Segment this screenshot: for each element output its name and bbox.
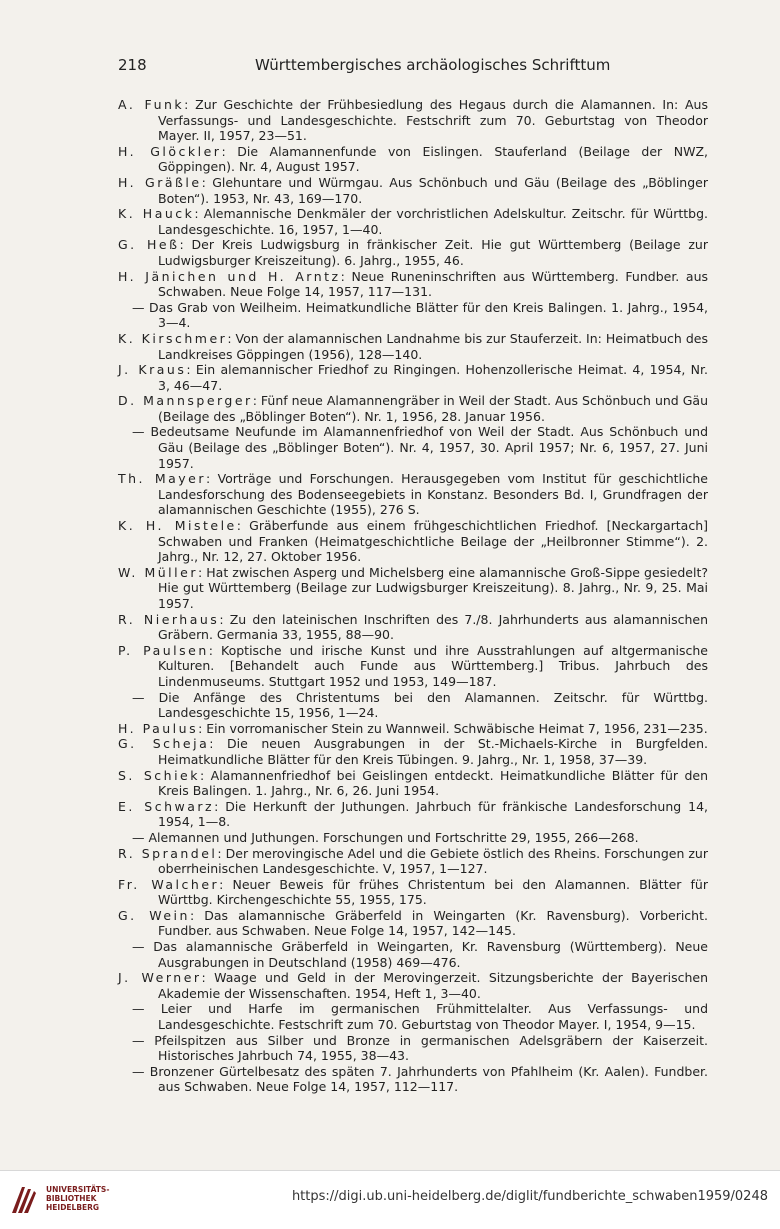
entry-author: J. Werner — [118, 970, 202, 986]
bibliography-entry — [118, 206, 708, 237]
bibliography-list — [118, 97, 708, 1095]
library-logo-text — [46, 1185, 109, 1212]
source-url[interactable]: https://digi.ub.uni-heidelberg.de/diglit/fundberichte_schwaben1959/0248 — [291, 1189, 768, 1204]
entry-text: Koptische und irische Kunst und ihre Ausstrahlungen auf altgermanische Kulturen. [Behandelt auch Funde aus Württemberg.] Tribus. Jahrbuch des Lindenmuseums. Stuttgart 1952 und 1953, 149—187. — [158, 642, 708, 689]
entry-text: — Das alamannische Gräberfeld in Weingarten, Kr. Ravensburg (Württemberg). Neue Ausgrabungen in Deutschland (1958) 469—476. — [132, 939, 708, 970]
entry-separator: : — [208, 642, 222, 658]
entry-separator: : — [186, 362, 196, 378]
bibliography-entry — [118, 736, 708, 767]
bibliography-entry — [118, 877, 708, 908]
entry-author: S. Schiek — [118, 767, 200, 783]
entry-author: H. Jänichen und H. Arntz — [118, 268, 341, 284]
library-seal-icon — [8, 1183, 38, 1217]
entry-author: H. Glöckler — [118, 143, 222, 159]
library-logo[interactable] — [8, 1183, 148, 1223]
entry-author: Th. Mayer — [118, 471, 207, 487]
entry-separator: : — [340, 268, 352, 284]
entry-author: G. Scheja — [118, 736, 210, 752]
page-header — [118, 56, 708, 80]
bibliography-entry — [118, 1033, 708, 1064]
entry-author: E. Schwarz — [118, 798, 215, 814]
bibliography-entry — [118, 970, 708, 1001]
entry-text: Waage und Geld in der Merovingerzeit. Sitzungsberichte der Bayerischen Akademie der Wissenschaften. 1954, Heft 1, 3—40. — [158, 970, 709, 1001]
entry-text: Die Herkunft der Juthungen. Jahrbuch für fränkische Landesforschung 14, 1954, 1—8. — [158, 798, 708, 830]
entry-author: P. Paulsen — [118, 642, 209, 658]
footer-bar — [0, 1170, 780, 1229]
entry-text: — Bronzener Gürtelbesatz des späten 7. Jahrhunderts von Pfahlheim (Kr. Aalen). Fundber. aus Schwaben. Neue Folge 14, 1957, 112—117. — [132, 1063, 708, 1095]
logo-line: UNIVERSITÄTS- — [46, 1185, 110, 1194]
entry-author: H. Paulus — [118, 720, 199, 736]
bibliography-entry — [118, 1001, 708, 1032]
entry-text: Neue Runeninschriften aus Württemberg. Fundber. aus Schwaben. Neue Folge 14, 1957, 117—131. — [158, 268, 709, 300]
entry-separator: : — [197, 564, 207, 580]
bibliography-entry — [118, 393, 708, 424]
bibliography-entry — [118, 799, 708, 830]
entry-separator: : — [199, 767, 211, 783]
bibliography-entry — [118, 690, 708, 721]
entry-separator: : — [189, 907, 205, 923]
bibliography-entry — [118, 362, 708, 393]
entry-separator: : — [252, 393, 261, 409]
entry-text: — Die Anfänge des Christentums bei den Alamannen. Zeitschr. für Württbg. Landesgeschichte 15, 1956, 1—24. — [132, 689, 708, 721]
bibliography-entry — [118, 471, 708, 518]
entry-text: Hat zwischen Asperg und Michelsberg eine alamannische Groß-Sippe gesiedelt? Hie gut Württemberg (Beilage zur Ludwigsburger Kreiszeitung). 8. Jahrg., Nr. 9, 25. Mai 1957. — [158, 564, 708, 611]
entry-author: K. Hauck — [118, 206, 195, 222]
entry-text: — Pfeilspitzen aus Silber und Bronze in germanischen Adelsgräbern der Kaiserzeit. Historisches Jahrbuch 74, 1955, 38—43. — [132, 1032, 708, 1064]
entry-separator: : — [236, 518, 250, 534]
entry-author: K. Kirschmer — [118, 330, 228, 346]
entry-text: Von der alamannischen Landnahme bis zur Stauferzeit. In: Heimatbuch des Landkreises Göppingen (1956), 128—140. — [158, 330, 708, 362]
bibliography-entry — [118, 565, 708, 612]
entry-separator: : — [209, 736, 228, 752]
bibliography-entry — [118, 518, 708, 565]
running-title: Württembergisches archäologisches Schrifttum — [255, 56, 611, 74]
bibliography-entry — [118, 768, 708, 799]
bibliography-entry — [118, 908, 708, 939]
bibliography-entry — [118, 237, 708, 268]
entry-separator: : — [219, 611, 230, 627]
entry-text: Zur Geschichte der Frühbesiedlung des Hegaus durch die Alamannen. In: Aus Verfassungs- und Landesgeschichte. Festschrift zum 70. Geburtstag von Theodor Mayer. II, 1957, 23—51. — [158, 97, 708, 144]
entry-text: — Alemannen und Juthungen. Forschungen und Fortschritte 29, 1955, 266—268. — [132, 829, 639, 845]
entry-text: Ein alemannischer Friedhof zu Ringingen. Hohenzollerische Heimat. 4, 1954, Nr. 3, 46—47. — [158, 362, 708, 393]
entry-author: G. Heß — [118, 237, 180, 253]
page-number: 218 — [118, 56, 147, 74]
bibliography-entry — [118, 643, 708, 690]
entry-author: R. Sprandel — [118, 845, 218, 861]
entry-separator: : — [194, 206, 204, 222]
entry-author: W. Müller — [118, 564, 198, 580]
entry-text: Zu den lateinischen Inschriften des 7./8. Jahrhunderts aus alamannischen Gräbern. Germania 33, 1955, 88—90. — [158, 611, 709, 643]
entry-separator: : — [201, 970, 215, 986]
entry-text: Vorträge und Forschungen. Herausgegeben vom Institut für geschichtliche Landesforschung des Bodenseegebiets in Konstanz. Besonders Bd. I, Grundfragen der alamannischen Geschichte (1955), 276 S. — [158, 471, 708, 518]
bibliography-entry — [118, 939, 708, 970]
entry-separator: : — [221, 143, 238, 159]
entry-text: Der merovingische Adel und die Gebiete östlich des Rheins. Forschungen zur oberrheinischen Landesgeschichte. V, 1957, 1—127. — [158, 845, 708, 877]
entry-text: Ein vorromanischer Stein zu Wannweil. Schwäbische Heimat 7, 1956, 231—235. — [206, 720, 708, 736]
bibliography-entry — [118, 269, 708, 300]
bibliography-entry — [118, 175, 708, 206]
entry-text: — Leier und Harfe im germanischen Frühmittelalter. Aus Verfassungs- und Landesgeschichte. Festschrift zum 70. Geburtstag von Theodor Mayer. I, 1954, 9—15. — [132, 1001, 708, 1033]
bibliography-entry — [118, 612, 708, 643]
bibliography-entry — [118, 331, 708, 362]
logo-line: BIBLIOTHEK — [46, 1194, 97, 1203]
bibliography-entry — [118, 721, 708, 737]
entry-separator: : — [214, 798, 226, 814]
entry-author: K. H. Mistele — [118, 518, 237, 534]
entry-separator: : — [206, 471, 218, 487]
entry-separator: : — [179, 237, 192, 253]
entry-separator: : — [184, 97, 196, 112]
bibliography-entry — [118, 144, 708, 175]
entry-separator: : — [217, 845, 226, 861]
bibliography-entry — [118, 830, 708, 846]
entry-separator: : — [201, 174, 213, 190]
bibliography-entry — [118, 424, 708, 471]
entry-text: Die neuen Ausgrabungen in der St.-Michaels-Kirche in Burgfelden. Heimatkundliche Blätter für den Kreis Tübingen. 9. Jahrg., Nr. 1, 1958, 37—39. — [158, 736, 709, 767]
bibliography-entry — [118, 300, 708, 331]
entry-text: — Das Grab von Weilheim. Heimatkundliche Blätter für den Kreis Balingen. 1. Jahrg., 1954, 3—4. — [132, 299, 708, 331]
entry-separator: : — [198, 720, 207, 736]
entry-text: Die Alamannenfunde von Eislingen. Stauferland (Beilage der NWZ, Göppingen). Nr. 4, August 1957. — [158, 143, 709, 175]
entry-author: R. Nierhaus — [118, 611, 220, 627]
entry-separator: : — [219, 876, 233, 892]
entry-author: A. Funk — [118, 97, 185, 112]
entry-text: Alemannische Denkmäler der vorchristlichen Adelskultur. Zeitschr. für Württbg. Landesgeschichte. 16, 1957, 1—40. — [158, 206, 709, 237]
entry-author: H. Gräßle — [118, 174, 202, 190]
entry-text: Gräberfunde aus einem frühgeschichtlichen Friedhof. [Neckargartach] Schwaben und Franken (Heimatgeschichtliche Beilage der „Heilbronner Stimme“). 2. Jahrg., Nr. 12, 27. Oktober 1956. — [158, 518, 709, 565]
logo-line: HEIDELBERG — [46, 1203, 100, 1212]
entry-text: Fünf neue Alamannengräber in Weil der Stadt. Aus Schönbuch und Gäu (Beilage des „Böblinger Boten“). Nr. 1, 1956, 28. Januar 1956. — [158, 393, 708, 424]
entry-text: — Bedeutsame Neufunde im Alamannenfriedhof von Weil der Stadt. Aus Schönbuch und Gäu (Beilage des „Böblinger Boten“). Nr. 4, 1957, 30. April 1957; Nr. 6, 1957, 27. Juni 1957. — [132, 424, 708, 471]
bibliography-entry — [118, 97, 708, 144]
entry-text: Glehuntare und Würmgau. Aus Schönbuch und Gäu (Beilage des „Böblinger Boten“). 1953, Nr. 43, 169—170. — [158, 174, 708, 206]
entry-author: D. Mannsperger — [118, 393, 253, 409]
entry-author: G. Wein — [118, 907, 190, 923]
entry-text: Das alamannische Gräberfeld in Weingarten (Kr. Ravensburg). Vorbericht. Fundber. aus Schwaben. Neue Folge 14, 1957, 142—145. — [158, 907, 708, 939]
bibliography-entry — [118, 846, 708, 877]
entry-author: J. Kraus — [118, 362, 187, 378]
entry-separator: : — [227, 330, 236, 346]
entry-text: Alamannenfriedhof bei Geislingen entdeckt. Heimatkundliche Blätter für den Kreis Balingen. 1. Jahrg., Nr. 6, 26. Juni 1954. — [158, 767, 709, 799]
bibliography-entry — [118, 1064, 708, 1095]
entry-text: Neuer Beweis für frühes Christentum bei den Alamannen. Blätter für Württbg. Kirchengeschichte 55, 1955, 175. — [158, 876, 708, 908]
entry-text: Der Kreis Ludwigsburg in fränkischer Zeit. Hie gut Württemberg (Beilage zur Ludwigsburger Kreiszeitung). 6. Jahrg., 1955, 46. — [158, 237, 708, 268]
entry-author: Fr. Walcher — [118, 876, 220, 892]
